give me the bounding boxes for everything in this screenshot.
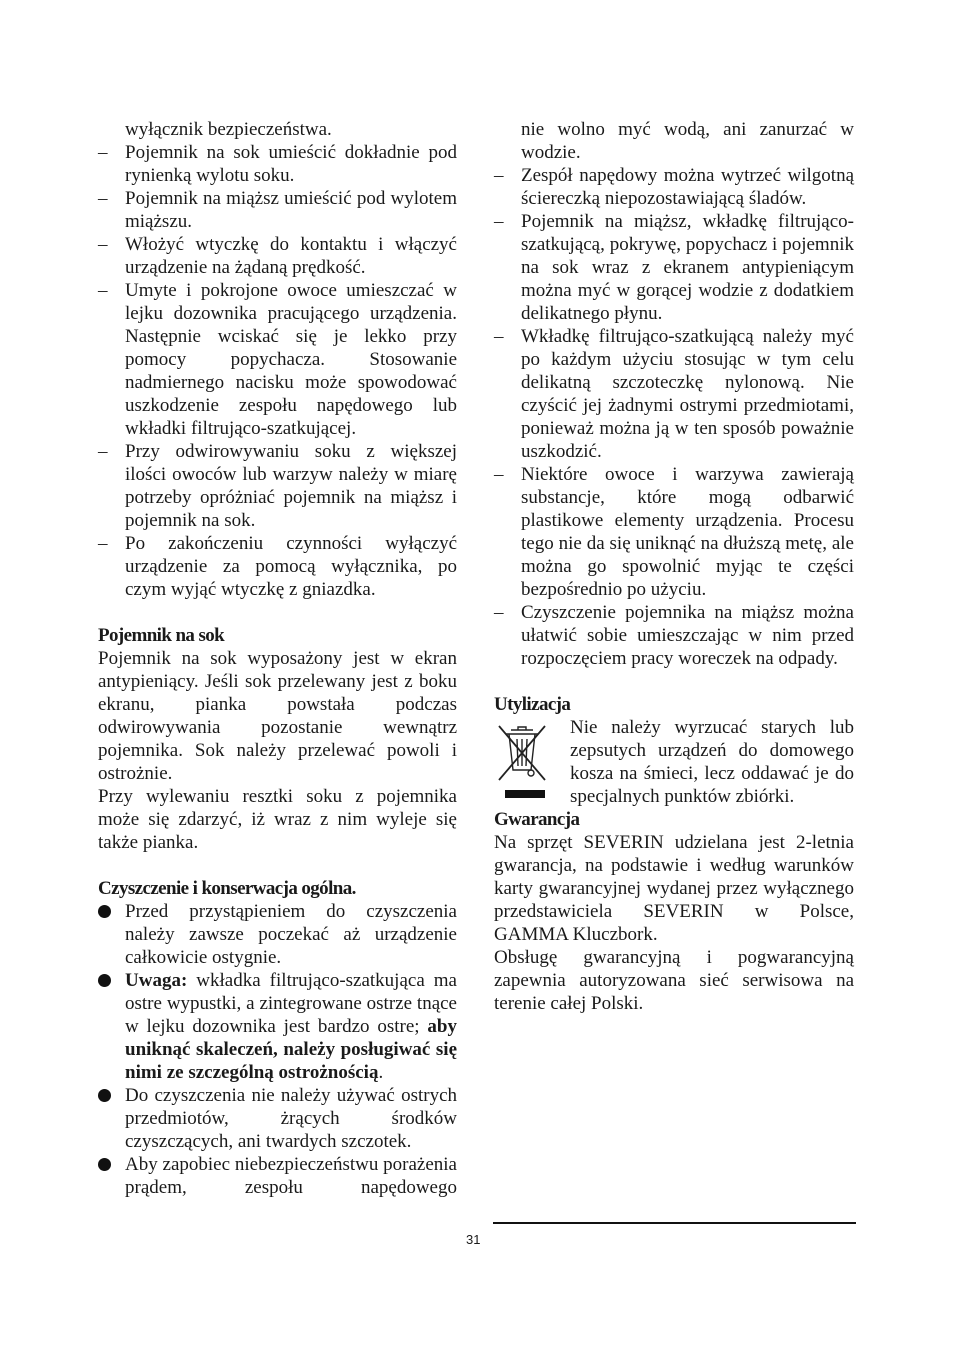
dash-marker: – (98, 188, 108, 209)
bullet-icon (98, 1158, 111, 1171)
list-item: – Niektóre owoce i warzywa zawierają substancje, które mogą odbarwić plastikowe elementy urządzenia. Procesu tego nie da się uniknąć na dłuższą metę, ale można go spowolnić myjąc te części bezpośrednio po użyciu. (494, 464, 854, 600)
disposal-block (494, 716, 854, 808)
list-item: – Po zakończeniu czynności wyłączyć urządzenie za pomocą wyłącznika, po czym wyjąć wtyczkę z gniazdka. (98, 533, 457, 600)
bullet-item: Przed przystąpieniem do czyszczenia należy zawsze poczekać aż urządzenie całkowicie ostygnie. (98, 900, 457, 969)
list-item: – Przy odwirowywaniu soku z większej ilości owoców lub warzyw należy w miarę potrzeby opróżniać pojemnik na miąższ i pojemnik na sok. (98, 441, 457, 531)
list-item: – Umyte i pokrojone owoce umieszczać w lejku dozownika pracującego urządzenia. Następnie wciskać się je lekko przy pomocy popychacza. Stosowanie nadmiernego nacisku może spowodować uszkodzenie zespołu napędowego lub wkładki filtrująco-szatkującej. (98, 280, 457, 439)
warning-label: Uwaga: (125, 970, 188, 991)
paragraph: Obsługę gwarancyjną i pogwarancyjną zapewnia autoryzowana sieć serwisowa na terenie całej Polski. (494, 947, 854, 1014)
bullet-icon (98, 905, 111, 918)
section-heading-warranty: Gwarancja (494, 809, 580, 830)
list-item: – Pojemnik na sok umieścić dokładnie pod rynienką wylotu soku. (98, 142, 457, 186)
bullet-icon (98, 974, 111, 987)
right-column (494, 118, 854, 1015)
dash-marker: – (494, 165, 504, 186)
disposal-text: Nie należy wyrzucać starych lub zepsutych urządzeń do domowego kosza na śmieci, lecz oddawać je do specjalnych punktów zbiórki. (570, 717, 854, 807)
list-item: – Włożyć wtyczkę do kontaktu i włączyć urządzenie na żądaną prędkość. (98, 234, 457, 278)
footer-rule (493, 1222, 856, 1224)
bullet-item: Do czyszczenia nie należy używać ostrych przedmiotów, żrących środków czyszczących, ani twardych szczotek. (98, 1084, 457, 1153)
page-number: 31 (466, 1232, 481, 1247)
list-item: – Pojemnik na miąższ umieścić pod wylotem miąższu. (98, 188, 457, 232)
list-item: – Zespół napędowy można wytrzeć wilgotną ściereczką niepozostawiającą śladów. (494, 165, 854, 209)
bullet-icon (98, 1089, 111, 1102)
dash-marker: – (494, 602, 504, 623)
section-heading-juice-container: Pojemnik na sok (98, 625, 225, 646)
list-item: – Wkładkę filtrująco-szatkującą należy myć po każdym użyciu stosując w tym celu delikatną szczoteczkę nylonową. Nie czyścić jej żadnymi ostrymi przedmiotami, ponieważ można ją w ten sposób poważnie uszkodzić. (494, 326, 854, 462)
dash-marker: – (98, 280, 108, 301)
warning-emphasis: aby uniknąć skaleczeń, należy posługiwać się nimi ze szczególną ostrożnością (125, 1016, 457, 1083)
left-column (98, 118, 457, 1199)
paragraph: Pojemnik na sok wyposażony jest w ekran antypieniący. Jeśli sok przelewany jest z boku ekranu, pianka powstała podczas odwirowywania pozostanie wewnątrz pojemnika. Sok należy przelewać powoli i ostrożnie. (98, 648, 457, 784)
dash-marker: – (98, 533, 108, 554)
dash-marker: – (98, 234, 108, 255)
dash-marker: – (494, 464, 504, 485)
crossed-out-wheelie-bin-icon (494, 722, 550, 802)
bullet-item: Uwaga: wkładka filtrująco-szatkująca ma ostre wypustki, a zintegrowane ostrze tnące w lejku dozownika jest bardzo ostre; aby uniknąć skaleczeń, należy posługiwać się nimi ze szczególną ostrożnością. (98, 969, 457, 1084)
dash-marker: – (494, 326, 504, 347)
list-item: – Czyszczenie pojemnika na miąższ można ułatwić sobie umieszczając w nim przed rozpoczęciem pracy woreczek na odpady. (494, 602, 854, 669)
paragraph: Przy wylewaniu resztki soku z pojemnika może się zdarzyć, iż wraz z nim wyleje się także pianka. (98, 786, 457, 853)
list-item: – Pojemnik na miąższ, wkładkę filtrująco-szatkującą, pokrywę, popychacz i pojemnik na sok wraz z ekranem antypieniącym można myć w gorącej wodzie z dodatkiem delikatnego płynu. (494, 211, 854, 324)
continued-text: wyłącznik bezpieczeństwa. (125, 119, 332, 140)
continued-text: nie wolno myć wodą, ani zanurzać w wodzie. (521, 119, 854, 163)
dash-marker: – (98, 441, 108, 462)
section-heading-cleaning: Czyszczenie i konserwacja ogólna. (98, 878, 356, 899)
dash-marker: – (98, 142, 108, 163)
section-heading-disposal: Utylizacja (494, 694, 571, 715)
paragraph: Na sprzęt SEVERIN udzielana jest 2-letnia gwarancja, na podstawie i według warunków karty gwarancyjnej wydanej przez wyłącznego przedstawiciela SEVERIN w Polsce, GAMMA Kluczbork. (494, 832, 854, 945)
bullet-item: Aby zapobiec niebezpieczeństwu porażenia prądem, zespołu napędowego (98, 1153, 457, 1199)
dash-marker: – (494, 211, 504, 232)
